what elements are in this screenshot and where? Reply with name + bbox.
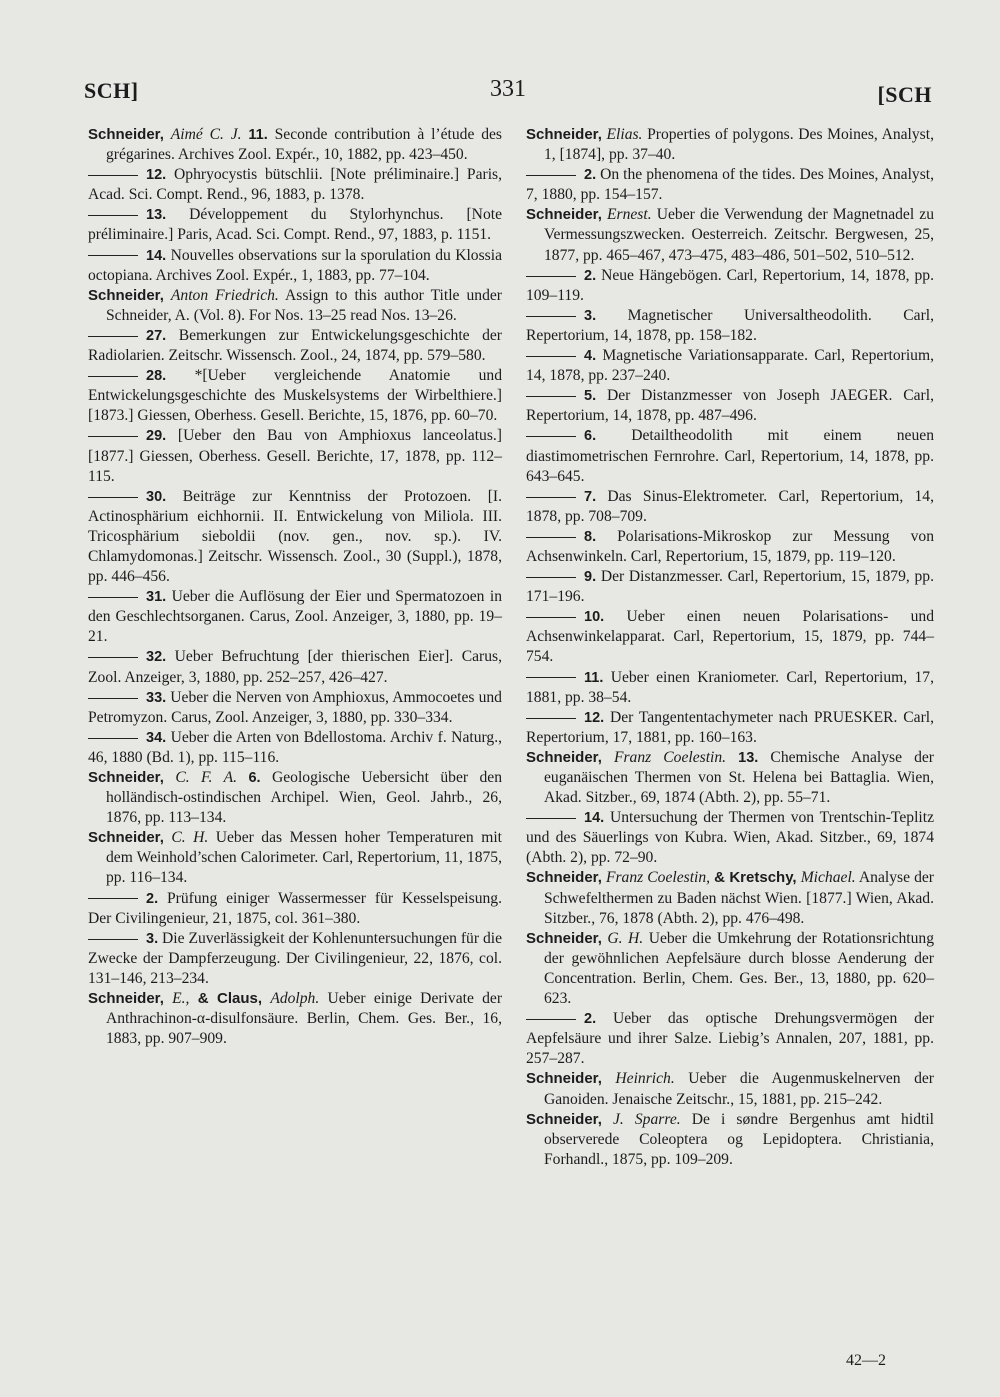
bibliography-sub-entry: [526, 386, 934, 426]
bibliography-sub-entry: [526, 808, 934, 868]
bibliography-entry: [88, 828, 502, 888]
ditto-dash: [88, 597, 138, 598]
author-given-name: E.,: [172, 990, 190, 1008]
entry-text: Ueber die Augenmuskelnerven der Ganoiden. Jenaische Zeitschr., 15, 1881, pp. 215–242.: [544, 1070, 935, 1108]
entry-number: 14.: [146, 247, 167, 264]
author-surname: Schneider,: [526, 869, 602, 887]
bibliography-sub-entry: [88, 688, 502, 728]
author-surname: Schneider,: [526, 929, 602, 947]
ditto-dash: [526, 617, 576, 618]
left-column: [88, 125, 502, 1049]
ditto-dash: [526, 537, 576, 538]
entry-text: Beiträge zur Kenntniss der Protozoen. [I. Actinosphärium eichhornii. II. Entwickelung von Miliola. III. Tricosphärium sieboldii (nov. gen., nov. sp.). IV. Chlamydomonas.] Zeitschr. Wissensch. Zool., 30 (Suppl.), 1878, pp. 446–456.: [88, 487, 503, 586]
bibliography-sub-entry: [526, 527, 934, 567]
entry-text: *[Ueber vergleichende Anatomie und Entwickelungsgeschichte des Muskelsystems der Wirbelthiere.] [1873.] Giessen, Oberhess. Gesell. Berichte, 15, 1876, pp. 60–70.: [88, 367, 502, 425]
ditto-dash: [526, 497, 576, 498]
entry-text: Ueber die Nerven von Amphioxus, Ammocoetes und Petromyzon. Carus, Zool. Anzeiger, 3, 1880, pp. 330–334.: [88, 688, 502, 726]
entry-number: 10.: [584, 609, 605, 626]
bibliography-sub-entry: [88, 929, 502, 989]
author-surname: Schneider,: [526, 206, 602, 224]
bibliography-entry: [526, 868, 934, 928]
entry-text: Der Tangententachymeter nach PRUESKER. Carl, Repertorium, 17, 1881, pp. 160–163.: [526, 708, 934, 746]
bibliography-sub-entry: [88, 889, 502, 929]
ditto-dash: [526, 436, 576, 437]
entry-text: Untersuchung der Thermen von Trentschin-Teplitz und des Säuerlings von Kubra. Wien, Akad. Sitzber., 69, 1874 (Abth. 2), pp. 72–90.: [526, 809, 935, 867]
entry-number: 9.: [584, 569, 597, 586]
signature-mark: 42—2: [846, 1352, 886, 1369]
entry-number: 13.: [738, 749, 759, 766]
entry-text: Polarisations-Mikroskop zur Messung von Achsenwinkeln. Carl, Repertorium, 15, 1879, pp. 119–120.: [526, 527, 935, 565]
ditto-dash: [526, 1019, 576, 1020]
ditto-dash: [526, 818, 576, 819]
entry-text: Magnetischer Universaltheodolith. Carl, Repertorium, 14, 1878, pp. 158–182.: [526, 306, 934, 344]
entry-number: 29.: [146, 428, 167, 445]
entry-text: Ophryocystis bütschlii. [Note préliminaire.] Paris, Acad. Sci. Compt. Rend., 96, 1883, p. 1378.: [88, 166, 503, 204]
bibliography-sub-entry: [526, 668, 934, 708]
entry-text: Ueber die Umkehrung der Rotationsrichtung der gewöhnlichen Aepfelsäure durch blosse Aenderung der Concentration. Berlin, Chem. Ges. Ber., 13, 1880, pp. 620–623.: [544, 929, 934, 1008]
author-surname: Schneider,: [88, 769, 164, 786]
author-given-name: Anton Friedrich.: [170, 286, 279, 304]
author-given-name: G. H.: [607, 929, 644, 947]
entry-text: Die Zuverlässigkeit der Kohlenuntersuchungen für die Zwecke der Dampferzeugung. Der Civilingenieur, 22, 1876, col. 131–146, 213–234.: [88, 929, 502, 987]
bibliography-sub-entry: [526, 708, 934, 748]
bibliography-sub-entry: [88, 587, 502, 647]
entry-number: 6.: [248, 770, 261, 786]
ditto-dash: [88, 497, 138, 498]
page-number: 331: [490, 76, 526, 102]
entry-text: Analyse der Schwefelthermen zu Baden nächst Wien. [1877.] Wien, Akad. Sitzber., 76, 1878 (Abth. 2), pp. 476–498.: [544, 869, 934, 927]
coauthor-surname: & Claus,: [197, 990, 263, 1008]
ditto-dash: [526, 677, 576, 678]
ditto-dash: [88, 939, 138, 940]
entry-number: 12.: [146, 167, 167, 184]
entry-text: Das Sinus-Elektrometer. Carl, Repertorium, 14, 1878, pp. 708–709.: [526, 487, 934, 525]
entry-text: Chemische Analyse der euganäischen Thermen von St. Helena bei Battaglia. Wien, Akad. Sitzber., 69, 1874 (Abth. 2), pp. 55–71.: [544, 748, 934, 807]
ditto-dash: [526, 718, 576, 719]
ditto-dash: [88, 255, 138, 256]
entry-number: 12.: [584, 709, 605, 726]
bibliography-sub-entry: [88, 246, 502, 286]
ditto-dash: [88, 898, 138, 899]
entry-number: 4.: [584, 348, 597, 365]
entry-text: Seconde contribution à l’étude des grégarines. Archives Zool. Expér., 10, 1882, pp. 423–450.: [106, 126, 502, 164]
author-given-name: Franz Coelestin.: [613, 748, 727, 766]
bibliography-sub-entry: [88, 487, 502, 587]
entry-text: Bemerkungen zur Entwickelungsgeschichte der Radiolarien. Zeitschr. Wissensch. Zool., 24, 1874, pp. 579–580.: [88, 326, 502, 365]
entry-text: [Ueber den Bau von Amphioxus lanceolatus.] [1877.] Giessen, Oberhess. Gesell. Berichte, 17, 1878, pp. 112–115.: [88, 427, 502, 485]
entry-number: 13.: [146, 207, 167, 224]
bibliography-entry: [526, 748, 934, 808]
entry-text: Magnetische Variationsapparate. Carl, Repertorium, 14, 1878, pp. 237–240.: [526, 347, 934, 385]
coauthor-given-name: Michael.: [800, 869, 856, 887]
ditto-dash: [88, 738, 138, 739]
bibliography-entry: [88, 768, 502, 828]
entry-number: 31.: [146, 589, 167, 606]
entry-text: Nouvelles observations sur la sporulation du Klossia octopiana. Archives Zool. Expér., 1, 1883, pp. 77–104.: [88, 246, 502, 284]
entry-number: 3.: [584, 307, 597, 324]
entry-number: 2.: [584, 1011, 597, 1028]
right-column: [526, 125, 934, 1170]
entry-text: Der Distanzmesser von Joseph JAEGER. Carl, Repertorium, 14, 1878, pp. 487–496.: [526, 387, 934, 425]
bibliography-sub-entry: [526, 266, 934, 306]
bibliography-sub-entry: [88, 165, 502, 205]
running-head-right: [SCH: [877, 82, 932, 107]
entry-text: Detailtheodolith mit einem neuen diastimometrischen Fernrohre. Carl, Repertorium, 14, 1878, pp. 643–645.: [526, 427, 934, 485]
page-header: [84, 78, 932, 112]
ditto-dash: [88, 698, 138, 699]
coauthor-surname: & Kretschy,: [714, 869, 797, 887]
entry-text: On the phenomena of the tides. Des Moines, Analyst, 7, 1880, pp. 154–157.: [526, 166, 934, 204]
author-given-name: C. F. A.: [175, 769, 238, 786]
author-surname: Schneider,: [88, 990, 164, 1008]
bibliography-entry: [88, 989, 502, 1049]
entry-text: Ueber einen neuen Polarisations- und Achsenwinkelapparat. Carl, Repertorium, 15, 1879, pp. 744–754.: [526, 608, 935, 666]
entry-text: Ueber einige Derivate der Anthrachinon-α-disulfonsäure. Berlin, Chem. Ges. Ber., 16, 1883, pp. 907–909.: [106, 990, 503, 1048]
entry-text: Properties of polygons. Des Moines, Analyst, 1, [1874], pp. 37–40.: [544, 126, 934, 164]
bibliography-sub-entry: [88, 426, 502, 486]
entry-number: 2.: [584, 267, 597, 284]
bibliography-sub-entry: [526, 346, 934, 386]
entry-number: 32.: [146, 649, 167, 666]
bibliography-sub-entry: [88, 326, 502, 366]
entry-number: 2.: [584, 167, 597, 184]
entry-text: Ueber das optische Drehungsvermögen der Aepfelsäure und ihrer Salze. Liebig’s Annalen, 207, 1881, pp. 257–287.: [526, 1010, 934, 1068]
ditto-dash: [88, 336, 138, 337]
author-surname: Schneider,: [88, 829, 164, 847]
coauthor-given-name: Adolph.: [270, 990, 320, 1008]
ditto-dash: [526, 396, 576, 397]
entry-text: Ueber das Messen hoher Temperaturen mit dem Weinhold’schen Calorimeter. Carl, Repertorium, 11, 1875, pp. 116–134.: [106, 829, 502, 887]
author-surname: Schneider,: [526, 1110, 602, 1128]
entry-number: 8.: [584, 528, 597, 545]
running-head-left: SCH]: [84, 78, 139, 103]
bibliography-sub-entry: [88, 647, 502, 687]
bibliography-entry: [526, 1069, 934, 1109]
author-surname: Schneider,: [88, 126, 164, 143]
entry-number: 7.: [584, 488, 597, 505]
bibliography-entry: [88, 286, 502, 326]
entry-text: Assign to this author Title under Schneider, A. (Vol. 8). For Nos. 13–25 read Nos. 13–26.: [106, 286, 502, 324]
bibliography-entry: [88, 125, 502, 165]
bibliography-sub-entry: [526, 487, 934, 527]
bibliography-sub-entry: [88, 728, 502, 768]
bibliography-entry: [526, 125, 934, 165]
entry-text: Geologische Uebersicht über den holländisch-ostindischen Archipel. Wien, Geol. Jahrb., 26, 1876, pp. 113–134.: [106, 769, 502, 827]
author-surname: Schneider,: [526, 126, 602, 143]
bibliography-entry: [526, 1110, 934, 1170]
entry-text: Prüfung einiger Wassermesser für Kesselspeisung. Der Civilingenieur, 21, 1875, col. 361–380.: [88, 889, 503, 927]
entry-text: Neue Hängebögen. Carl, Repertorium, 14, 1878, pp. 109–119.: [526, 266, 934, 304]
entry-number: 33.: [146, 689, 167, 706]
entry-number: 28.: [146, 368, 167, 385]
entry-number: 14.: [584, 810, 605, 827]
ditto-dash: [88, 215, 138, 216]
entry-text: Der Distanzmesser. Carl, Repertorium, 15, 1879, pp. 171–196.: [526, 568, 934, 606]
entry-number: 5.: [584, 388, 597, 405]
author-given-name: Franz Coelestin,: [605, 869, 711, 887]
bibliography-sub-entry: [526, 426, 934, 486]
author-surname: Schneider,: [88, 286, 164, 304]
author-given-name: Heinrich.: [615, 1070, 675, 1088]
entry-text: Développement du Stylorhynchus. [Note préliminaire.] Paris, Acad. Sci. Compt. Rend., 97, 1883, p. 1151.: [88, 206, 502, 244]
bibliography-entry: [526, 205, 934, 265]
ditto-dash: [88, 376, 138, 377]
entry-text: Ueber die Auflösung der Eier und Spermatozoen in den Geschlechtsorganen. Carus, Zool. Anzeiger, 3, 1880, pp. 19–21.: [88, 588, 502, 646]
entry-text: Ueber Befruchtung [der thierischen Eier]. Carus, Zool. Anzeiger, 3, 1880, pp. 252–257, 426–427.: [88, 648, 503, 686]
entry-text: Ueber die Verwendung der Magnetnadel zu Vermessungszwecken. Oesterreich. Zeitschr. Bergwesen, 25, 1877, pp. 465–467, 473–475, 483–486, 501–502, 510–512.: [544, 206, 935, 264]
entry-number: 6.: [584, 428, 597, 445]
author-surname: Schneider,: [526, 1070, 602, 1088]
bibliography-sub-entry: [526, 567, 934, 607]
bibliography-entry: [526, 929, 934, 1009]
entry-number: 2.: [146, 890, 159, 907]
bibliography-sub-entry: [526, 1009, 934, 1069]
ditto-dash: [526, 276, 576, 277]
entry-text: De i søndre Bergenhus amt hidtil observerede Coleoptera og Lepidoptera. Christiania, Forhandl., 1875, pp. 109–209.: [544, 1110, 934, 1168]
ditto-dash: [526, 577, 576, 578]
ditto-dash: [88, 175, 138, 176]
ditto-dash: [526, 316, 576, 317]
entry-number: 11.: [584, 669, 604, 686]
ditto-dash: [526, 356, 576, 357]
entry-number: 3.: [146, 930, 159, 947]
bibliography-sub-entry: [526, 306, 934, 346]
author-surname: Schneider,: [526, 748, 602, 766]
ditto-dash: [526, 175, 576, 176]
entry-text: Ueber einen Kraniometer. Carl, Repertorium, 17, 1881, pp. 38–54.: [526, 668, 934, 706]
bibliography-sub-entry: [526, 607, 934, 667]
entry-number: 11.: [248, 127, 268, 143]
ditto-dash: [88, 657, 138, 658]
entry-number: 30.: [146, 488, 167, 505]
ditto-dash: [88, 436, 138, 437]
author-given-name: C. H.: [171, 829, 209, 847]
author-given-name: Elias.: [606, 126, 643, 143]
bibliography-sub-entry: [526, 165, 934, 205]
author-given-name: J. Sparre.: [612, 1110, 681, 1128]
author-given-name: Aimé C. J.: [170, 126, 242, 143]
author-given-name: Ernest.: [607, 206, 652, 224]
entry-number: 27.: [146, 327, 167, 344]
entry-text: Ueber die Arten von Bdellostoma. Archiv f. Naturg., 46, 1880 (Bd. 1), pp. 115–116.: [88, 728, 502, 766]
bibliography-sub-entry: [88, 205, 502, 245]
entry-number: 34.: [146, 729, 167, 746]
bibliography-sub-entry: [88, 366, 502, 426]
